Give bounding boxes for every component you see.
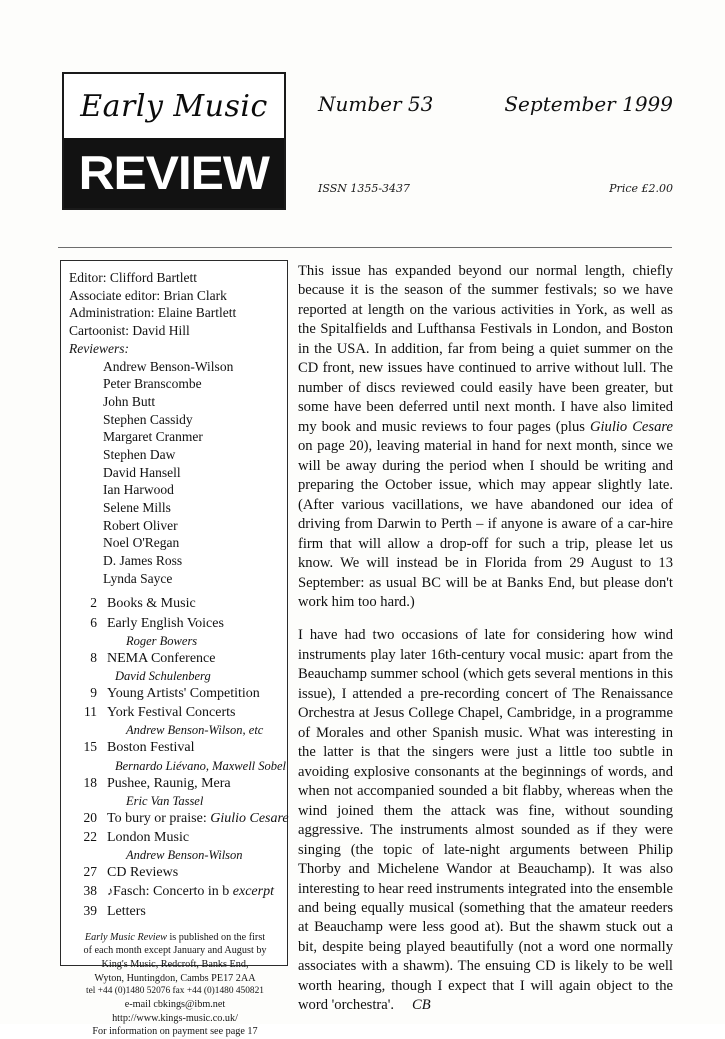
reviewer-item: Stephen Cassidy <box>103 411 193 427</box>
toc-title-italic: excerpt <box>232 884 274 900</box>
toc-entry[interactable] <box>69 738 281 757</box>
toc-entry[interactable] <box>69 614 281 633</box>
toc-page-number: 15 <box>83 739 97 755</box>
staff-credits <box>69 269 281 358</box>
issn-text: ISSN 1355-3437 <box>318 182 411 195</box>
issue-line <box>318 92 673 116</box>
header-divider-rule <box>58 247 672 248</box>
reviewer-item: Lynda Sayce <box>103 570 173 586</box>
toc-title: Early English Voices <box>107 615 224 631</box>
reviewer-item: David Hansell <box>103 464 181 480</box>
issue-date: September 1999 <box>504 92 673 116</box>
reviewer-item: Stephen Daw <box>103 447 176 463</box>
article-italic-title: Giulio Cesare <box>589 418 674 435</box>
toc-page-number: 9 <box>90 685 97 701</box>
article-paragraph-1: This issue has expanded beyond our normal length, chiefly because it is the season of the summer festivals; so we have reported at length on the various activities in York, as well as the Spitalfields and Lufthansa Festivals in London, and Boston in the USA. In addition, far from being a quiet summer on the CD front, new issues have continued to arrive without lull. The number of discs reviewed could easily have been greater, but some have been deferred until next month. I have also limited my book and music reviews to four pages (plus Giulio Cesare on page 20), leaving material in hand for next month, since we will be away during the period when I should be writing and preparing the October issue, which may appear slightly late. (After various vacillations, we have abandoned our idea of driving from Darwin to Perth – if anyone is aware of a car-hire firm that will allow a drop-off for such a trip, please let us know. We will instead be in Florida from 29 August to 13 September: as usual BC will be at Banks End, but please don't work him too hard.) <box>298 263 674 610</box>
reviewers-label: Reviewers: <box>69 341 129 357</box>
toc-entry[interactable] <box>69 684 281 703</box>
toc-entry[interactable] <box>69 774 281 793</box>
toc-author: Eric Van Tassel <box>126 793 204 808</box>
issn-price-line <box>318 182 673 195</box>
toc-page-number: 6 <box>90 614 97 630</box>
reviewer-item: Ian Harwood <box>103 482 174 498</box>
toc-entry[interactable] <box>69 863 281 882</box>
reviewer-item: Robert Oliver <box>103 517 178 533</box>
toc-page-number: 27 <box>83 864 97 880</box>
toc-page-number: 8 <box>90 649 97 665</box>
imprint-line-2: of each month except January and August by <box>83 945 267 957</box>
toc-title-italic: Giulio Cesare <box>210 810 289 826</box>
publisher-imprint <box>69 931 281 1039</box>
toc-title: ♪Fasch: Concerto in b excerpt <box>107 884 274 900</box>
toc-title: Boston Festival <box>107 740 195 756</box>
toc-author: David Schulenberg <box>115 669 211 684</box>
imprint-line-4: Wyton, Huntingdon, Cambs PE17 2AA <box>94 972 256 984</box>
imprint-email: e-mail cbkings@ibm.net <box>124 999 226 1010</box>
reviewer-item: Peter Branscombe <box>103 376 202 392</box>
toc-title: Letters <box>107 903 146 919</box>
imprint-payment-note: For information on payment see page 17 <box>92 1026 258 1038</box>
masthead-logo <box>62 72 286 210</box>
editorial-article <box>298 262 673 1030</box>
article-paragraph-2: I have had two occasions of late for considering how wind instruments play later 16th-century vocal music: apart from the Beauchamp summer school (which gets several mentions in this issue), I attended a pre-recording concert of The Renaissance Orchestra at Jesus College Chapel, Cambridge, in a programme of Morales and other Spanish music. What was interesting in the latter is that the singers were just a little too subtle in avoiding explosive consonants at the beginnings of words, and when not accompanied sounded a bit flabby, whereas when the wind joined them the attack was fine, without sounding aggressive. The instruments almost sounded as if they were singing (the topic of late-night arguments between Philip Thorby and Michelene Wandor at Beauchamp). It was also interesting to hear reed instruments integrated into the ensemble and being equally musical (something that the amateur reeders at Beauchamp were less good at). But the shawm stuck out a bit, despite being played beautifully (not a word one normally associates with a shawm). The ensuing CD is likely to be well worth hearing, though I expect that I will again object to the word 'orchestra'. CB <box>298 627 673 1014</box>
toc-title: York Festival Concerts <box>107 705 236 721</box>
toc-title: Pushee, Raunig, Mera <box>107 775 231 791</box>
toc-title: NEMA Conference <box>107 650 216 666</box>
toc-author: Roger Bowers <box>126 633 198 648</box>
imprint-line-3: King's Music, Redcroft, Banks End, <box>101 959 249 971</box>
toc-entry[interactable] <box>69 703 281 722</box>
reviewer-item: Andrew Benson-Wilson <box>103 358 234 374</box>
table-of-contents <box>69 594 289 920</box>
imprint-line-1: Early Music Review is published on the first <box>84 931 266 943</box>
price-text: Price £2.00 <box>609 182 673 195</box>
toc-page-number: 22 <box>83 828 97 844</box>
toc-author: Andrew Benson-Wilson <box>126 848 243 863</box>
toc-entry[interactable] <box>69 649 281 668</box>
toc-page-number: 39 <box>83 902 97 918</box>
reviewer-item: Selene Mills <box>103 500 171 516</box>
toc-title: CD Reviews <box>107 865 179 881</box>
staff-editor: Editor: Clifford Bartlett <box>69 270 197 285</box>
reviewer-item: D. James Ross <box>103 553 183 569</box>
toc-page-number: 20 <box>83 809 97 825</box>
toc-entry[interactable] <box>69 828 281 847</box>
toc-page-number: 2 <box>90 595 97 611</box>
toc-title: Young Artists' Competition <box>107 686 260 702</box>
imprint-website: http://www.kings-music.co.uk/ <box>112 1012 238 1024</box>
toc-entry[interactable] <box>69 594 281 613</box>
toc-title: Books & Music <box>107 596 196 612</box>
staff-administration: Administration: Elaine Bartlett <box>69 305 237 321</box>
toc-page-number: 38 <box>83 883 97 899</box>
toc-entry[interactable] <box>69 902 281 921</box>
toc-entry[interactable] <box>69 882 281 901</box>
toc-author: Bernardo Liévano, Maxwell Sobel <box>115 758 287 773</box>
toc-title: To bury or praise: Giulio Cesare <box>107 810 289 826</box>
toc-page-number: 18 <box>83 774 97 790</box>
masthead-subtitle-band <box>64 138 284 208</box>
article-signoff: CB <box>412 997 431 1014</box>
staff-associate-editor: Associate editor: Brian Clark <box>69 287 227 303</box>
toc-author: Andrew Benson-Wilson, etc <box>126 723 264 738</box>
toc-page-number: 11 <box>84 704 97 720</box>
masthead-title-band <box>64 74 284 138</box>
imprint-publication-name: Early Music Review <box>84 931 167 943</box>
masthead-title: Early Music <box>80 88 268 124</box>
staff-cartoonist: Cartoonist: David Hill <box>69 322 190 338</box>
issue-number: Number 53 <box>318 92 434 116</box>
masthead-subtitle: REVIEW <box>78 145 270 199</box>
reviewer-item: John Butt <box>103 394 156 410</box>
music-note-icon: ♪ <box>107 884 113 899</box>
toc-title: London Music <box>107 829 190 845</box>
toc-entry[interactable] <box>69 809 289 828</box>
reviewer-item: Margaret Cranmer <box>103 429 203 445</box>
reviewers-list <box>69 358 281 588</box>
reviewer-item: Noel O'Regan <box>103 535 180 551</box>
sidebar-info-box <box>60 260 289 1038</box>
imprint-phone-fax: tel +44 (0)1480 52076 fax +44 (0)1480 450821 <box>86 986 264 997</box>
